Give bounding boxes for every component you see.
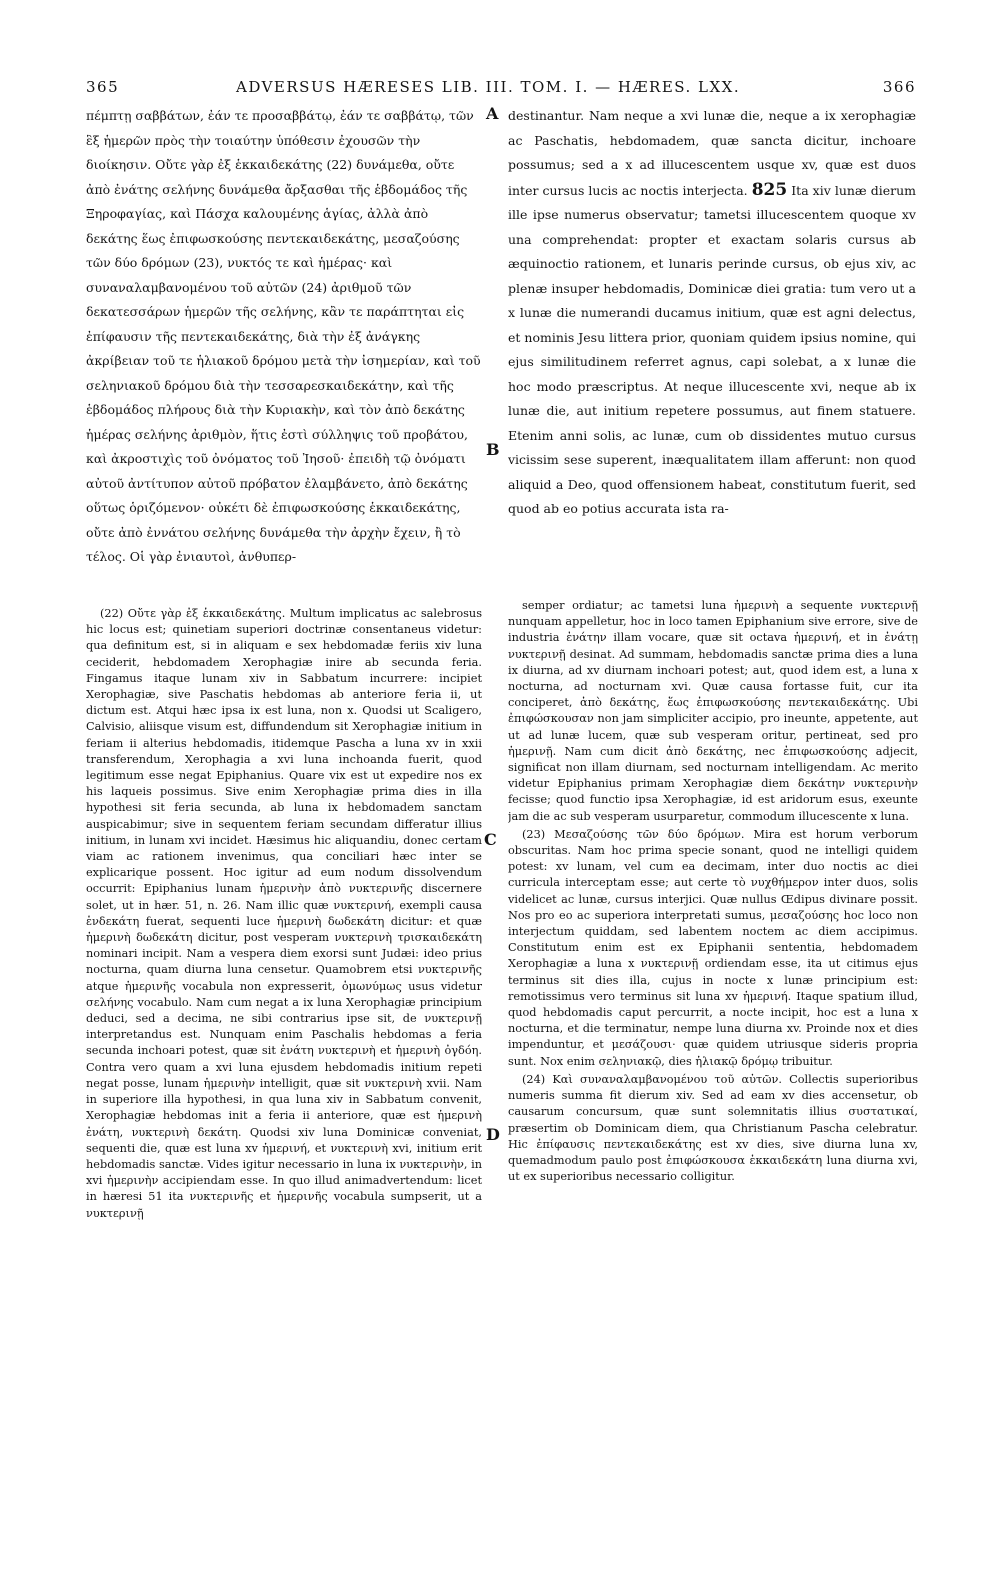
notes-column-left bbox=[86, 606, 482, 1551]
latin-text-before: destinantur. Nam neque a xvi lunæ die, neque a ix xerophagiæ ac Paschatis, hebdomadem, quæ sancta dicitur, inchoare possumus; sed a x ad illucescentem usque xv, quæ est duos inter cursus lucis ac noctis interjecta. bbox=[508, 108, 916, 198]
greek-text-column bbox=[86, 104, 481, 594]
note-24: (24) Καὶ συναναλαμβανομένου τοῦ αὐτῶν. Collectis superioribus numeris summa fit dierum xiv. Sed ad eam xv dies accensetur, ob causarum concursum, quæ sunt solemnitatis illius συστατικαί, præsertim ob Dominicam diem, qua Christianum Pascha celebratur. Hic ἐπίφαυσις πεντεκαιδεκάτης est xv dies, sive diurna luna xv, quemadmodum paulo post ἐπιφώσκουσα ἑκκαιδεκάτη luna diurna xvi, ut ex superioribus necessario colligitur. bbox=[508, 1072, 918, 1184]
page-number-left: 365 bbox=[86, 78, 120, 96]
notes-column-right bbox=[508, 598, 918, 1553]
column-number: 825 bbox=[751, 179, 788, 200]
note-22-continued: semper ordiatur; ac tametsi luna ἡμερινὴ a sequente νυκτερινῇ nunquam appelletur, hoc in loco tamen Epiphanium sive errore, sive de industria ἐνάτην illam vocare, quæ sit octava ἡμερινή, et in ἐνάτῃ νυκτερινῇ desinat. Ad summam, hebdomadis sanctæ prima dies a luna ix diurna, ad xv diurnam inchoari potest; aut, quod idem est, a luna x nocturna, ad nocturnam xvi. Quæ causa fortasse fuit, cur ita conciperet, ἀπὸ δεκάτης, ἕως ἐπιφωσκούσης πεντεκαιδεκάτης. Ubi ἐπιφώσκουσαν non jam simpliciter accipio, pro ineunte, appetente, aut ut ad lunæ lucem, quæ sub vesperam oritur, pertineat, sed pro ἡμερινῇ. Nam cum dicit ἀπὸ δεκάτης, nec ἐπιφωσκούσης adjecit, significat non illam diurnam, sed nocturnam intelligendam. Ac merito videtur Epiphanius primam Xerophagiæ diem δεκάτην νυκτερινὴν fecisse; quod functio ipsa Xerophagiæ, id est aridorum esus, exeunte jam die ac sub vesperam usurparetur, commodum illucescente x luna. bbox=[508, 599, 918, 823]
running-title: ADVERSUS HÆRESES LIB. III. TOM. I. — HÆRES. LXX. bbox=[236, 78, 741, 96]
note-22: (22) Οὔτε γὰρ ἐξ ἑκκαιδεκάτης. Multum implicatus ac salebrosus hic locus est; quinetiam superiori doctrinæ consentaneus videtur: qua definitum est, si in aliquam e sex hebdomadæ feriis xiv luna ceciderit, hebdomadem Xerophagiæ inire ab secunda feria. Fingamus itaque lunam xiv in Sabbatum incurrere: incipiet Xerophagiæ, sive Paschatis hebdomas ab anteriore feria ii, ut dictum est. Atqui hæc ipsa ix est luna, non x. Quodsi ut Scaligero, Calvisio, aliisque visum est, diffundendum sit Xerophagiæ initium in feriam ii alterius hebdomadis, itidemque Pascha a luna xv in xxii transferendum, Xerophagia a xvi luna inchoanda fuerit, quod legitimum esse negat Epiphanius. Quare vix est ut expedire nos ex his laqueis possimus. Sive enim Xerophagiæ prima dies in illa hypothesi sit feria secunda, ab luna ix hebdomadem sanctam auspicabimur; sive in sequentem feriam secundam differatur illius initium, in lunam xvi incidet. Hæsimus hic aliquandiu, donec certam viam ac rationem invenimus, qua conciliari hæc inter se explicarique possent. Hoc igitur ad eum nodum dissolvendum occurrit: Epiphanius lunam ἡμερινὴν ἀπὸ νυκτερινῆς discernere solet, ut in hær. 51, n. 26. Nam illic quæ νυκτερινή, exempli causa ἑνδεκάτη fuerat, sequenti luce ἡμερινὴ δωδεκάτη dicitur: et quæ ἡμερινὴ δωδεκάτη dicitur, post vesperam νυκτερινὴ τρισκαιδεκάτη nominari incipit. Nam a vespera diem exorsi sunt Judæi: ideo prius nocturna, quam diurna luna censetur. Quamobrem etsi νυκτερινῆς atque ἡμερινῆς vocabula non expresserit, ὁμωνύμως usus videtur σελήνης vocabulo. Nam cum negat a ix luna Xerophagiæ principium deduci, sed a decima, ne sibi contrarius ipse sit, de νυκτερινῇ interpretandus est. Nunquam enim Paschalis hebdomas a feria secunda inchoari potest, quæ sit ἐνάτη νυκτερινὴ et ἡμερινὴ ὀγδόη. Contra vero quam a xvi luna ejusdem hebdomadis initium repeti negat posse, lunam ἡμερινὴν intelligit, quæ sit νυκτερινὴ xvii. Nam in superiore illa hypothesi, in qua luna xiv in Sabbatum convenit, Xerophagiæ hebdomas init a feria ii anteriore, quæ est ἡμερινὴ ἐνάτη, νυκτερινὴ δεκάτη. Quodsi xiv luna Dominicæ conveniat, sequenti die, quæ est luna xv ἡμερινή, et νυκτερινὴ xvi, initium erit hebdomadis sanctæ. Vides igitur necessario in luna ix νυκτερινὴν, in xvi ἡμερινὴν accipiendam esse. In quo illud animadvertendum: licet in hæresi 51 ita νυκτερινῆς et ἡμερινῆς vocabula sumpserit, ut a νυκτερινῇ bbox=[86, 607, 482, 1220]
section-marker-c: C bbox=[484, 830, 497, 849]
running-header bbox=[86, 78, 916, 100]
section-marker-a: A bbox=[486, 104, 499, 123]
section-marker-b: B bbox=[486, 440, 500, 459]
note-23: (23) Μεσαζούσης τῶν δύο δρόμων. Mira est horum verborum obscuritas. Nam hoc prima specie sonant, quod ne intelligi quidem potest: xv lunam, vel cum ea decimam, inter duo noctis ac diei curricula interceptam esse; aut certe τὸ νυχθήμερον inter duos, solis videlicet ac lunæ, cursus interjici. Quæ nullus Œdipus divinare possit. Nos pro eo ac superiora interpretati sumus, μεσαζούσης hoc loco non interjectum quiddam, sed labentem noctem ac diem accipimus. Constitutum enim est ex Epiphanii sententia, hebdomadem Xerophagiæ a luna x νυκτερινῇ ordiendam esse, ita ut citimus ejus terminus sit dies illa, cujus in nocte x lunæ principium est: remotissimus vero terminus sit luna xv ἡμερινή. Itaque spatium illud, quod hebdomadis caput percurrit, a nocte incipit, hoc est a luna x nocturna, et die terminatur, nempe luna diurna xv. Proinde nox et dies impenduntur, et μεσάζουσι· quæ quidem utriusque sideris propria sunt. Nox enim σεληνιακῷ, dies ἡλιακῷ δρόμῳ tribuitur. bbox=[508, 827, 918, 1068]
section-marker-d: D bbox=[486, 1125, 500, 1144]
latin-text-column bbox=[508, 104, 916, 594]
page-number-right: 366 bbox=[882, 78, 916, 96]
latin-text-after: Ita xiv lunæ dierum ille ipse numerus observatur; tametsi illucescentem quoque xv una comprehendat: propter et exactam solaris cursus ab æquinoctio rationem, et lunaris perinde cursus, ob ejus xiv, ac plenæ insuper hebdomadis, Dominicæ diei gratia: tum vero ut a x lunæ die numerandi ducamus initium, quæ est agni delectus, et nominis Jesu littera prior, quoniam quidem ipsius nomine, qui ejus similitudinem referret agnus, capi solebat, a x lunæ die hoc modo præscriptus. At neque illucescente xvi, neque ab ix lunæ die, aut initium repetere possumus, aut finem statuere. Etenim anni solis, ac lunæ, cum ob dissidentes mutuo cursus vicissim sese superent, inæqualitatem illam afferunt: non quod aliquid a Deo, quod offensionem habeat, constitutum fuerit, sed quod ab eo potius accurata ista ra- bbox=[508, 182, 916, 516]
greek-text: πέμπτῃ σαββάτων, ἐάν τε προσαββάτῳ, ἐάν τε σαββάτῳ, τῶν ἓξ ἡμερῶν πρὸς τὴν τοιαύτην ὑπόθεσιν ἐχουσῶν τὴν διοίκησιν. Οὔτε γὰρ ἐξ ἑκκαιδεκάτης (22) δυνάμεθα, οὔτε ἀπὸ ἐνάτης σελήνης δυνάμεθα ἄρξασθαι τῆς ἑβδομάδος τῆς Ξηροφαγίας, καὶ Πάσχα καλουμένης ἁγίας, ἀλλὰ ἀπὸ δεκάτης ἕως ἐπιφωσκούσης πεντεκαιδεκάτης, μεσαζούσης τῶν δύο δρόμων (23), νυκτός τε καὶ ἡμέρας· καὶ συναναλαμβανομένου τοῦ αὐτῶν (24) ἀριθμοῦ τῶν δεκατεσσάρων ἡμερῶν τῆς σελήνης, κἂν τε παράπτηται εἰς ἐπίφαυσιν τῆς πεντεκαιδεκάτης, διὰ τὴν ἐξ ἀνάγκης ἀκρίβειαν τοῦ τε ἡλιακοῦ δρόμου μετὰ τὴν ἰσημερίαν, καὶ τοῦ σεληνιακοῦ δρόμου διὰ τὴν τεσσαρεσκαιδεκάτην, καὶ τῆς ἑβδομάδος πλήρους διὰ τὴν Κυριακὴν, καὶ τὸν ἀπὸ δεκάτης ἡμέρας σελήνης ἀριθμὸν, ἥτις ἐστὶ σύλληψις τοῦ προβάτου, καὶ ἀκροστιχὶς τοῦ ὀνόματος τοῦ Ἰησοῦ· ἐπειδὴ τῷ ὀνόματι αὐτοῦ ἀντίτυπον αὐτοῦ πρόβατον ἐλαμβάνετο, ἀπὸ δεκάτης οὕτως ὁριζόμενον· οὐκέτι δὲ ἐπιφωσκούσης ἑκκαιδεκάτης, οὔτε ἀπὸ ἐννάτου σελήνης δυνάμεθα τὴν ἀρχὴν ἔχειν, ἢ τὸ τέλος. Οἱ γὰρ ἐνιαυτοὶ, ἀνθυπερ- bbox=[86, 108, 481, 564]
latin-text bbox=[508, 104, 916, 522]
